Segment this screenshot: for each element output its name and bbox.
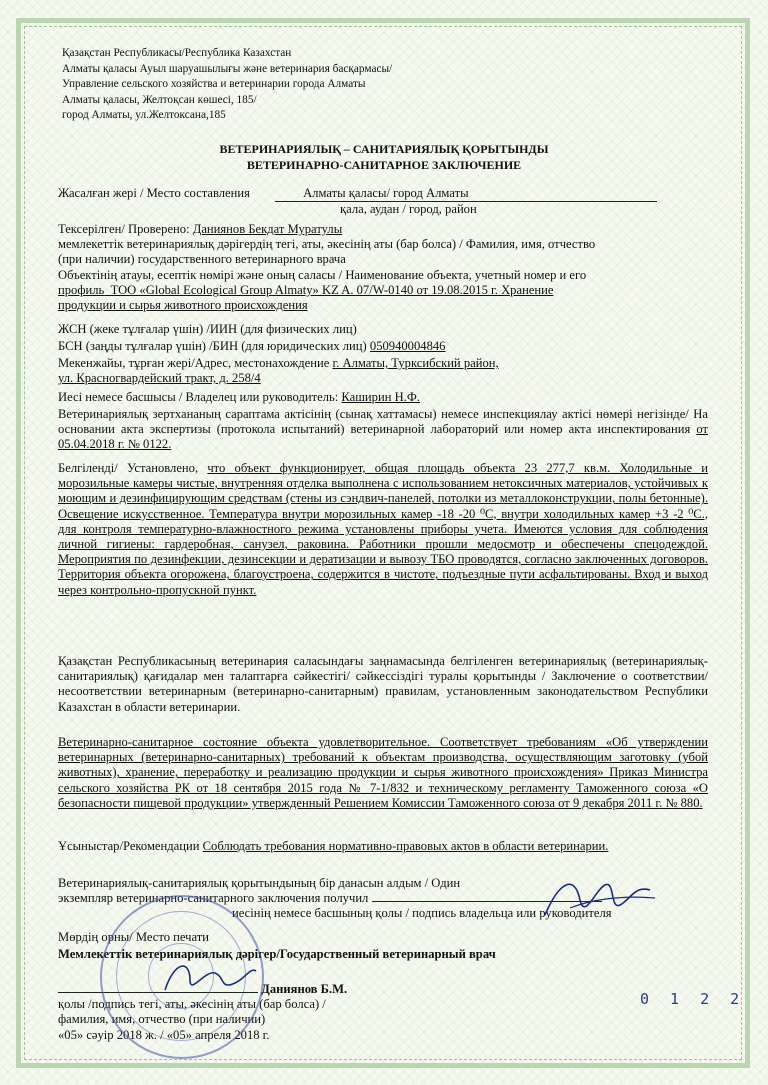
basis-text: Ветеринариялық зертхананың сараптама актісінің (сынақ хаттамасы) немесе инспекциялау актісі нөмері негізінде/ На основании акта экспертизы (протокола испытаний) ветеринарной лабораторий или номер акта инспектирования (58, 407, 708, 437)
bin-value: 050940004846 (369, 339, 446, 353)
vet-signature (160, 955, 260, 1005)
recommendations-section (58, 839, 708, 854)
signature-caption: қолы /подпись тегі, аты, әкесінің аты (бар болса) / (58, 997, 326, 1012)
basis-section (58, 407, 708, 453)
basis-act-ref: от 05.04.2018 г. № 0122. (58, 422, 708, 452)
object-label: Объектінің атауы, есептік нөмірі және оның саласы / Наименование объекта, учетный номер и его (58, 268, 587, 282)
receipt-caption: иесінің немесе басшының қолы / подпись владельца или руководителя (232, 906, 612, 921)
conformity-text: Қазақстан Республикасының ветеринария саласындағы заңнамасында белгіленген ветеринариялық (ветеринариялық-санитариялық) қағидалар мен талаптарға сәйкестігі/ сәйкессіздігі туралы қорытынды / Заключение о соответствии/ несоответствии ветеринарным (ветеринарно-санитарным) правилам, установленным законодательством Республики Казахстан в области ветеринарии. (58, 654, 708, 714)
title-ru: ВЕТЕРИНАРНО-САНИТАРНОЕ ЗАКЛЮЧЕНИЕ (246, 158, 522, 172)
findings-label: Белгіленді/ Установлено, (58, 461, 199, 475)
vet-title: Мемлекеттік ветеринариялық дәрігер/Государственный ветеринарный врач (58, 947, 496, 961)
object-section (58, 268, 708, 314)
header-line: Управление сельского хозяйства и ветеринарии города Алматы (62, 78, 366, 91)
bin-label: БСН (заңды тұлғалар үшін) /БИН (для юридических лиц) (58, 339, 367, 353)
place-section (58, 186, 708, 217)
place-sub-caption: қала, аудан / город, район (340, 202, 477, 217)
owner-name: Каширин Н.Ф. (341, 390, 420, 404)
object-value-cont: продукции и сырья животного происхождения (58, 298, 308, 313)
owner-section (58, 390, 708, 405)
inspector-desc: мемлекеттік ветеринариялық дәрігердің тегі, аты, әкесінің аты (бар болса) / Фамилия, имя, отчество (58, 237, 596, 252)
owner-label: Иесі немесе басшысы / Владелец или руководитель: (58, 390, 339, 404)
signature-caption: фамилия, имя, отчество (при наличии) (58, 1012, 266, 1027)
inspector-section (58, 222, 708, 268)
address-value-cont: ул. Красногвардейский тракт, д. 258/4 (58, 371, 261, 386)
issuer-header (62, 46, 392, 124)
bin-section (58, 339, 708, 354)
address-section (58, 356, 708, 386)
header-line: Алматы қаласы Ауыл шаруашылығы және ветеринария басқармасы/ (62, 62, 393, 75)
recommendations-label: Ұсыныстар/Рекомендации (58, 839, 200, 853)
inspector-label: Тексерілген/ Проверено: (58, 222, 190, 236)
recommendations-value: Соблюдать требования нормативно-правовых актов в области ветеринарии. (202, 839, 609, 853)
header-line: Алматы қаласы, Желтоқсан көшесі, 185/ (62, 93, 257, 106)
place-label: Жасалған жері / Место составления (58, 186, 250, 200)
header-line: город Алматы, ул.Желтоксана,185 (62, 109, 226, 122)
place-value: Алматы қаласы/ город Алматы (275, 186, 657, 202)
header-line: Қазақстан Республикасы/Республика Казахстан (62, 47, 292, 59)
findings-section (58, 461, 708, 598)
findings-text: что объект функционирует, общая площадь объекта 23 277,7 кв.м. Холодильные и морозильные камеры чистые, внутренняя отделка выполнена с использованием нетоксичных материалов, устойчивых к моющим и дезинфицирующим средствам (стены из сэндвич-панелей, потолки из металлоконструкции, полы бетонные). Освещение искусственное. Температура внутри морозильных камер -18 -20 ⁰С, внутри холодильных камер +3 -2 ⁰С., для контроля температурно-влажностного режима установлены приборы учета. Имеются условия для соблюдения личной гигиены: гардеробная, санузел, раковина. Работники прошли медосмотр и обеспечены спецодеждой. Мероприятия по дезинфекции, дезинсекции и дератизации и вывозу ТБО проводятся, согласно заключенных договоров. Территория объекта огорожена, благоустроена, содержится в чистоте, подъездные пути асфальтированы. Вход и выход через контрольно-пропускной пункт. (58, 461, 708, 597)
receipt-line: экземпляр ветеринарно-санитарного заключения получил (58, 891, 369, 906)
vet-name: Даниянов Б.М. (261, 982, 348, 996)
object-prefix: профиль (58, 283, 105, 298)
address-value: г. Алматы, Турксибский район, (332, 356, 499, 370)
owner-signature (540, 870, 660, 930)
title-kz: ВЕТЕРИНАРИЯЛЫҚ – САНИТАРИЯЛЫҚ ҚОРЫТЫНДЫ (219, 142, 549, 156)
inspector-desc: (при наличии) государственного ветеринарного врача (58, 252, 346, 267)
inspector-name: Даниянов Бекдат Муратулы (192, 222, 343, 236)
document-number: 0 1 2 2 (640, 990, 746, 1008)
object-value: ТОО «Global Ecological Group Almaty» KZ A. 07/W-0140 от 19.08.2015 г. Хранение (110, 283, 554, 298)
address-label: Мекенжайы, тұрған жері/Адрес, местонахождение (58, 356, 330, 370)
seal-place-label: Мөрдің орны/ Место печати (58, 930, 210, 944)
conclusion-text: Ветеринарно-санитарное состояние объекта удовлетворительное. Соответствует требованиям «Об утверждении ветеринарных (ветеринарно-санитарных) требований к объектам производства, осуществляющим заготовку (убой животных), хранение, переработку и реализацию продукции и сырья животного происхождения» Приказ Министра сельского хозяйства РК от 18 сентября 2015 года № 7-1/832 и техническому регламенту Таможенного союза «О безопасности пищевой продукции» утвержденный Решением Комиссии Таможенного союза от 9 декабря 2011 г. № 880. (58, 735, 708, 810)
issue-date: «05» сәуір 2018 ж. / «05» апреля 2018 г. (58, 1027, 270, 1042)
receipt-line: Ветеринариялық-санитариялық қорытындының бір данасын алдым / Один (58, 876, 461, 890)
iin-label: ЖСН (жеке тұлғалар үшін) /ИИН (для физических лиц) (58, 322, 357, 336)
